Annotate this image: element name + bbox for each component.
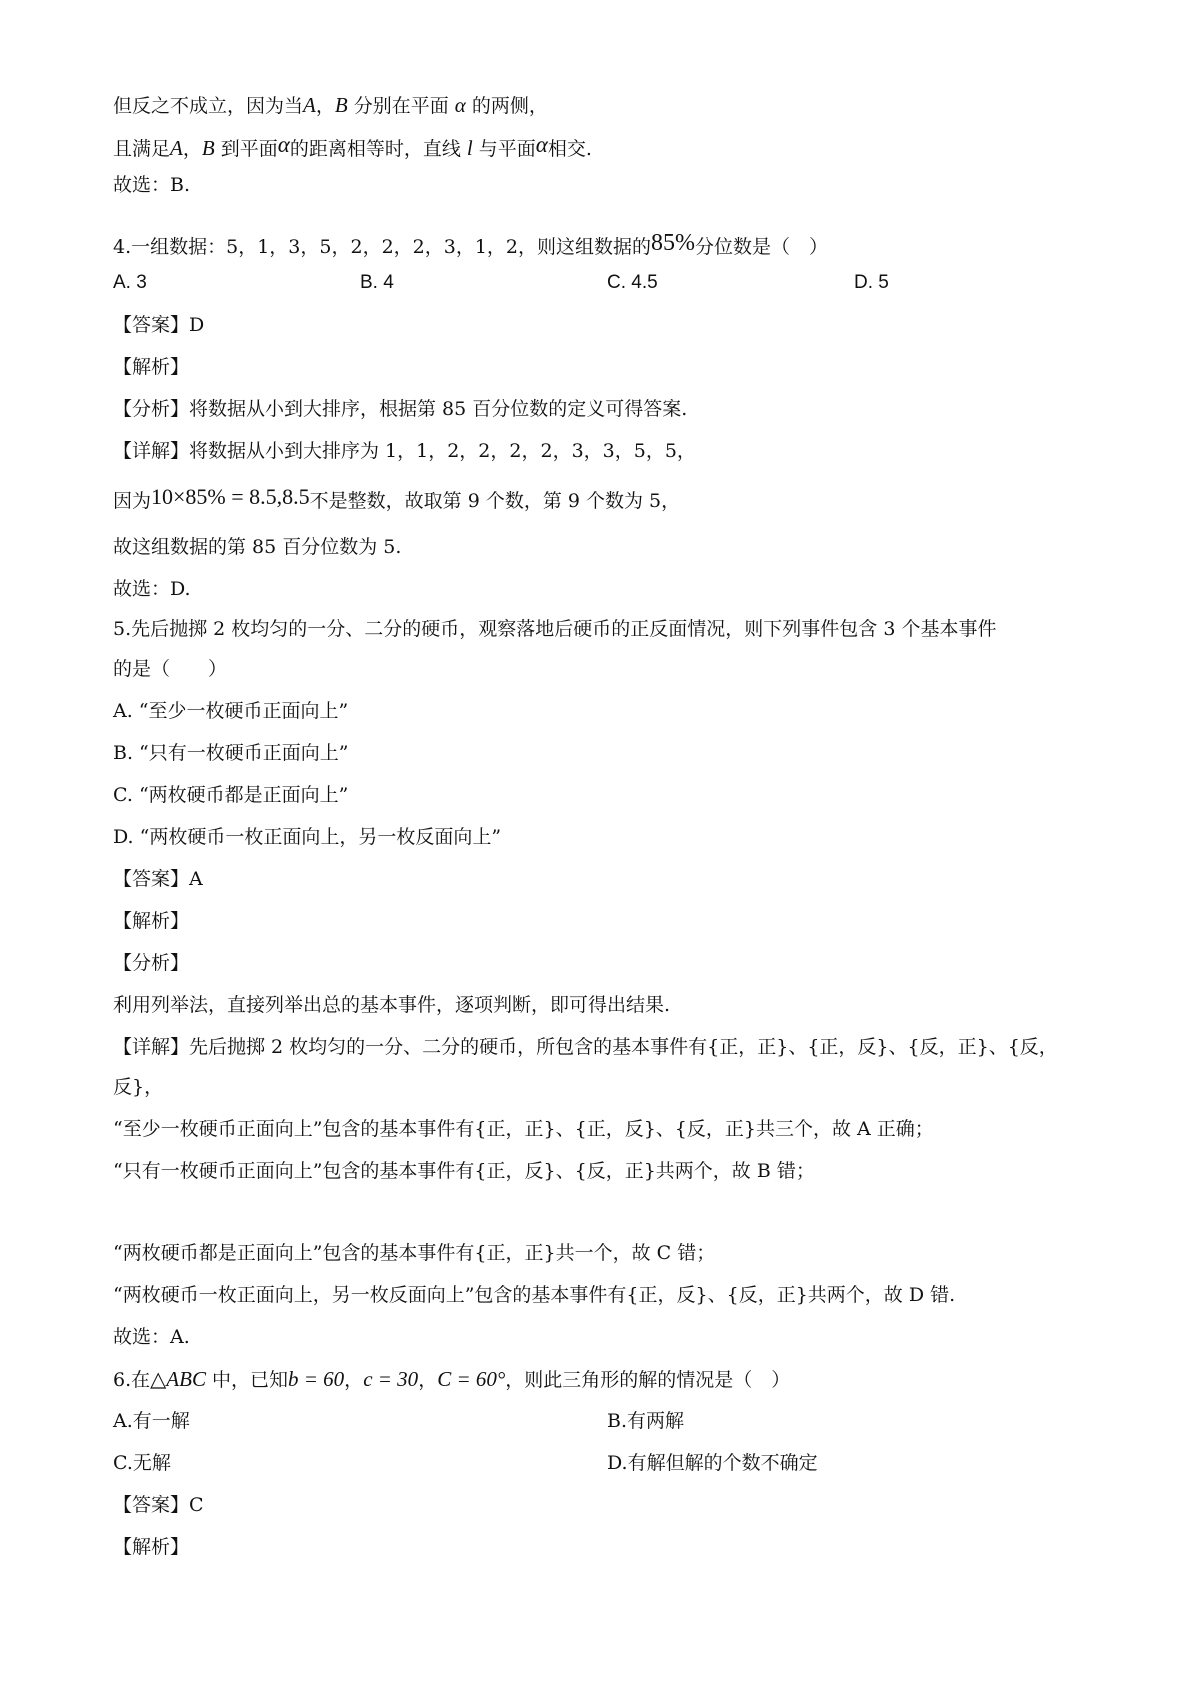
jiexi-5: 【解析】 [113, 910, 190, 932]
text: 分别在平面 [347, 95, 455, 117]
xiangjie-5-line-1: 【详解】先后抛掷 2 枚均匀的一分、二分的硬币，所包含的基本事件有{正，正}、{正，反}、{反，正}、{反， [113, 1036, 1058, 1058]
question-4 [113, 230, 828, 260]
question-5-line-2: 的是（ ） [113, 658, 228, 680]
triangle-abc: △ABC [150, 1367, 206, 1391]
text: ， [418, 1369, 438, 1391]
text: ， [315, 95, 335, 117]
text: ， [182, 138, 202, 160]
analysis-d: “两枚硬币一枚正面向上，另一枚反面向上”包含的基本事件有{正，反}、{反，正}共两个，故 D 错. [113, 1284, 956, 1306]
answer-5: 【答案】A [113, 868, 203, 890]
point-a: A [303, 93, 316, 117]
text: 分位数是（ ） [695, 236, 829, 258]
xiangjie-5-line-2: 反}， [113, 1076, 164, 1098]
option-c: C. “两枚硬币都是正面向上” [113, 784, 349, 806]
line-l: l [466, 136, 473, 160]
xiangjie-4: 【详解】将数据从小到大排序为 1，1，2，2，2，2，3，3，5，5， [113, 440, 696, 462]
option-a: A.有一解 [113, 1410, 190, 1432]
option-d: D. 5 [854, 272, 889, 293]
option-d: D. “两枚硬币一枚正面向上，另一枚反面向上” [113, 826, 502, 848]
text: ，则此三角形的解的情况是（ ） [505, 1369, 791, 1391]
fenxi-5: 【分析】 [113, 952, 190, 974]
option-c: C. 4.5 [607, 272, 658, 293]
question-6 [113, 1366, 790, 1393]
option-b: B. 4 [360, 272, 394, 293]
text: 但反之不成立，因为当 [113, 95, 304, 117]
text: 不是整数，故取第 9 个数，第 9 个数为 5， [309, 490, 681, 512]
point-b: B [201, 136, 215, 160]
calc-4 [113, 484, 680, 514]
conclusion-4: 故这组数据的第 85 百分位数为 5. [113, 536, 402, 558]
percent-85: 85% [651, 230, 696, 256]
point-a: A [170, 136, 183, 160]
answer-4: 【答案】D [113, 314, 205, 336]
text: 的两侧， [465, 95, 548, 117]
choose-b: 故选：B. [113, 174, 191, 196]
text: 的距离相等时，直线 [289, 138, 467, 160]
plane-alpha: α [535, 132, 548, 157]
fenxi-5-text: 利用列举法，直接列举出总的基本事件，逐项判断，即可得出结果. [113, 994, 671, 1016]
answer-6: 【答案】C [113, 1494, 204, 1516]
analysis-a: “至少一枚硬币正面向上”包含的基本事件有{正，正}、{正，反}、{反，正}共三个，故 A 正确； [113, 1118, 934, 1140]
equation-c: c = 30 [363, 1367, 419, 1391]
equation-angle-c: C = 60° [437, 1367, 506, 1391]
jiexi-6: 【解析】 [113, 1536, 190, 1558]
text: 且满足 [113, 138, 171, 160]
text: 与平面 [472, 138, 536, 160]
option-b: B. “只有一枚硬币正面向上” [113, 742, 349, 764]
text: 相交. [547, 138, 592, 160]
option-d: D.有解但解的个数不确定 [607, 1452, 818, 1474]
text: 中，已知 [205, 1369, 288, 1391]
text: 到平面 [214, 138, 278, 160]
analysis-c: “两枚硬币都是正面向上”包含的基本事件有{正，正}共一个，故 C 错； [113, 1242, 716, 1264]
fenxi-4: 【分析】将数据从小到大排序，根据第 85 百分位数的定义可得答案. [113, 398, 688, 420]
plane-alpha: α [277, 132, 290, 157]
question-5-line-1: 5.先后抛掷 2 枚均匀的一分、二分的硬币，观察落地后硬币的正反面情况，则下列事件包含 3 个基本事件 [113, 618, 997, 640]
jiexi-4: 【解析】 [113, 356, 190, 378]
option-a: A. 3 [113, 272, 147, 293]
line-1 [113, 92, 548, 119]
option-a: A. “至少一枚硬币正面向上” [113, 700, 349, 722]
plane-alpha: α [454, 93, 466, 117]
expression: 10×85% = 8.5,8.5 [151, 484, 310, 509]
choose-d: 故选：D. [113, 578, 191, 600]
option-b: B.有两解 [607, 1410, 685, 1432]
option-c: C.无解 [113, 1452, 171, 1474]
text: ， [344, 1369, 364, 1391]
analysis-b: “只有一枚硬币正面向上”包含的基本事件有{正，反}、{反，正}共两个，故 B 错； [113, 1160, 815, 1182]
point-b: B [334, 93, 348, 117]
equation-b: b = 60 [288, 1367, 345, 1391]
line-2 [113, 132, 592, 162]
text: 因为 [113, 490, 152, 512]
text: 4.一组数据：5，1，3，5，2，2，2，3，1，2，则这组数据的 [113, 236, 652, 258]
choose-a: 故选：A. [113, 1326, 190, 1348]
text: 6.在 [113, 1369, 151, 1391]
